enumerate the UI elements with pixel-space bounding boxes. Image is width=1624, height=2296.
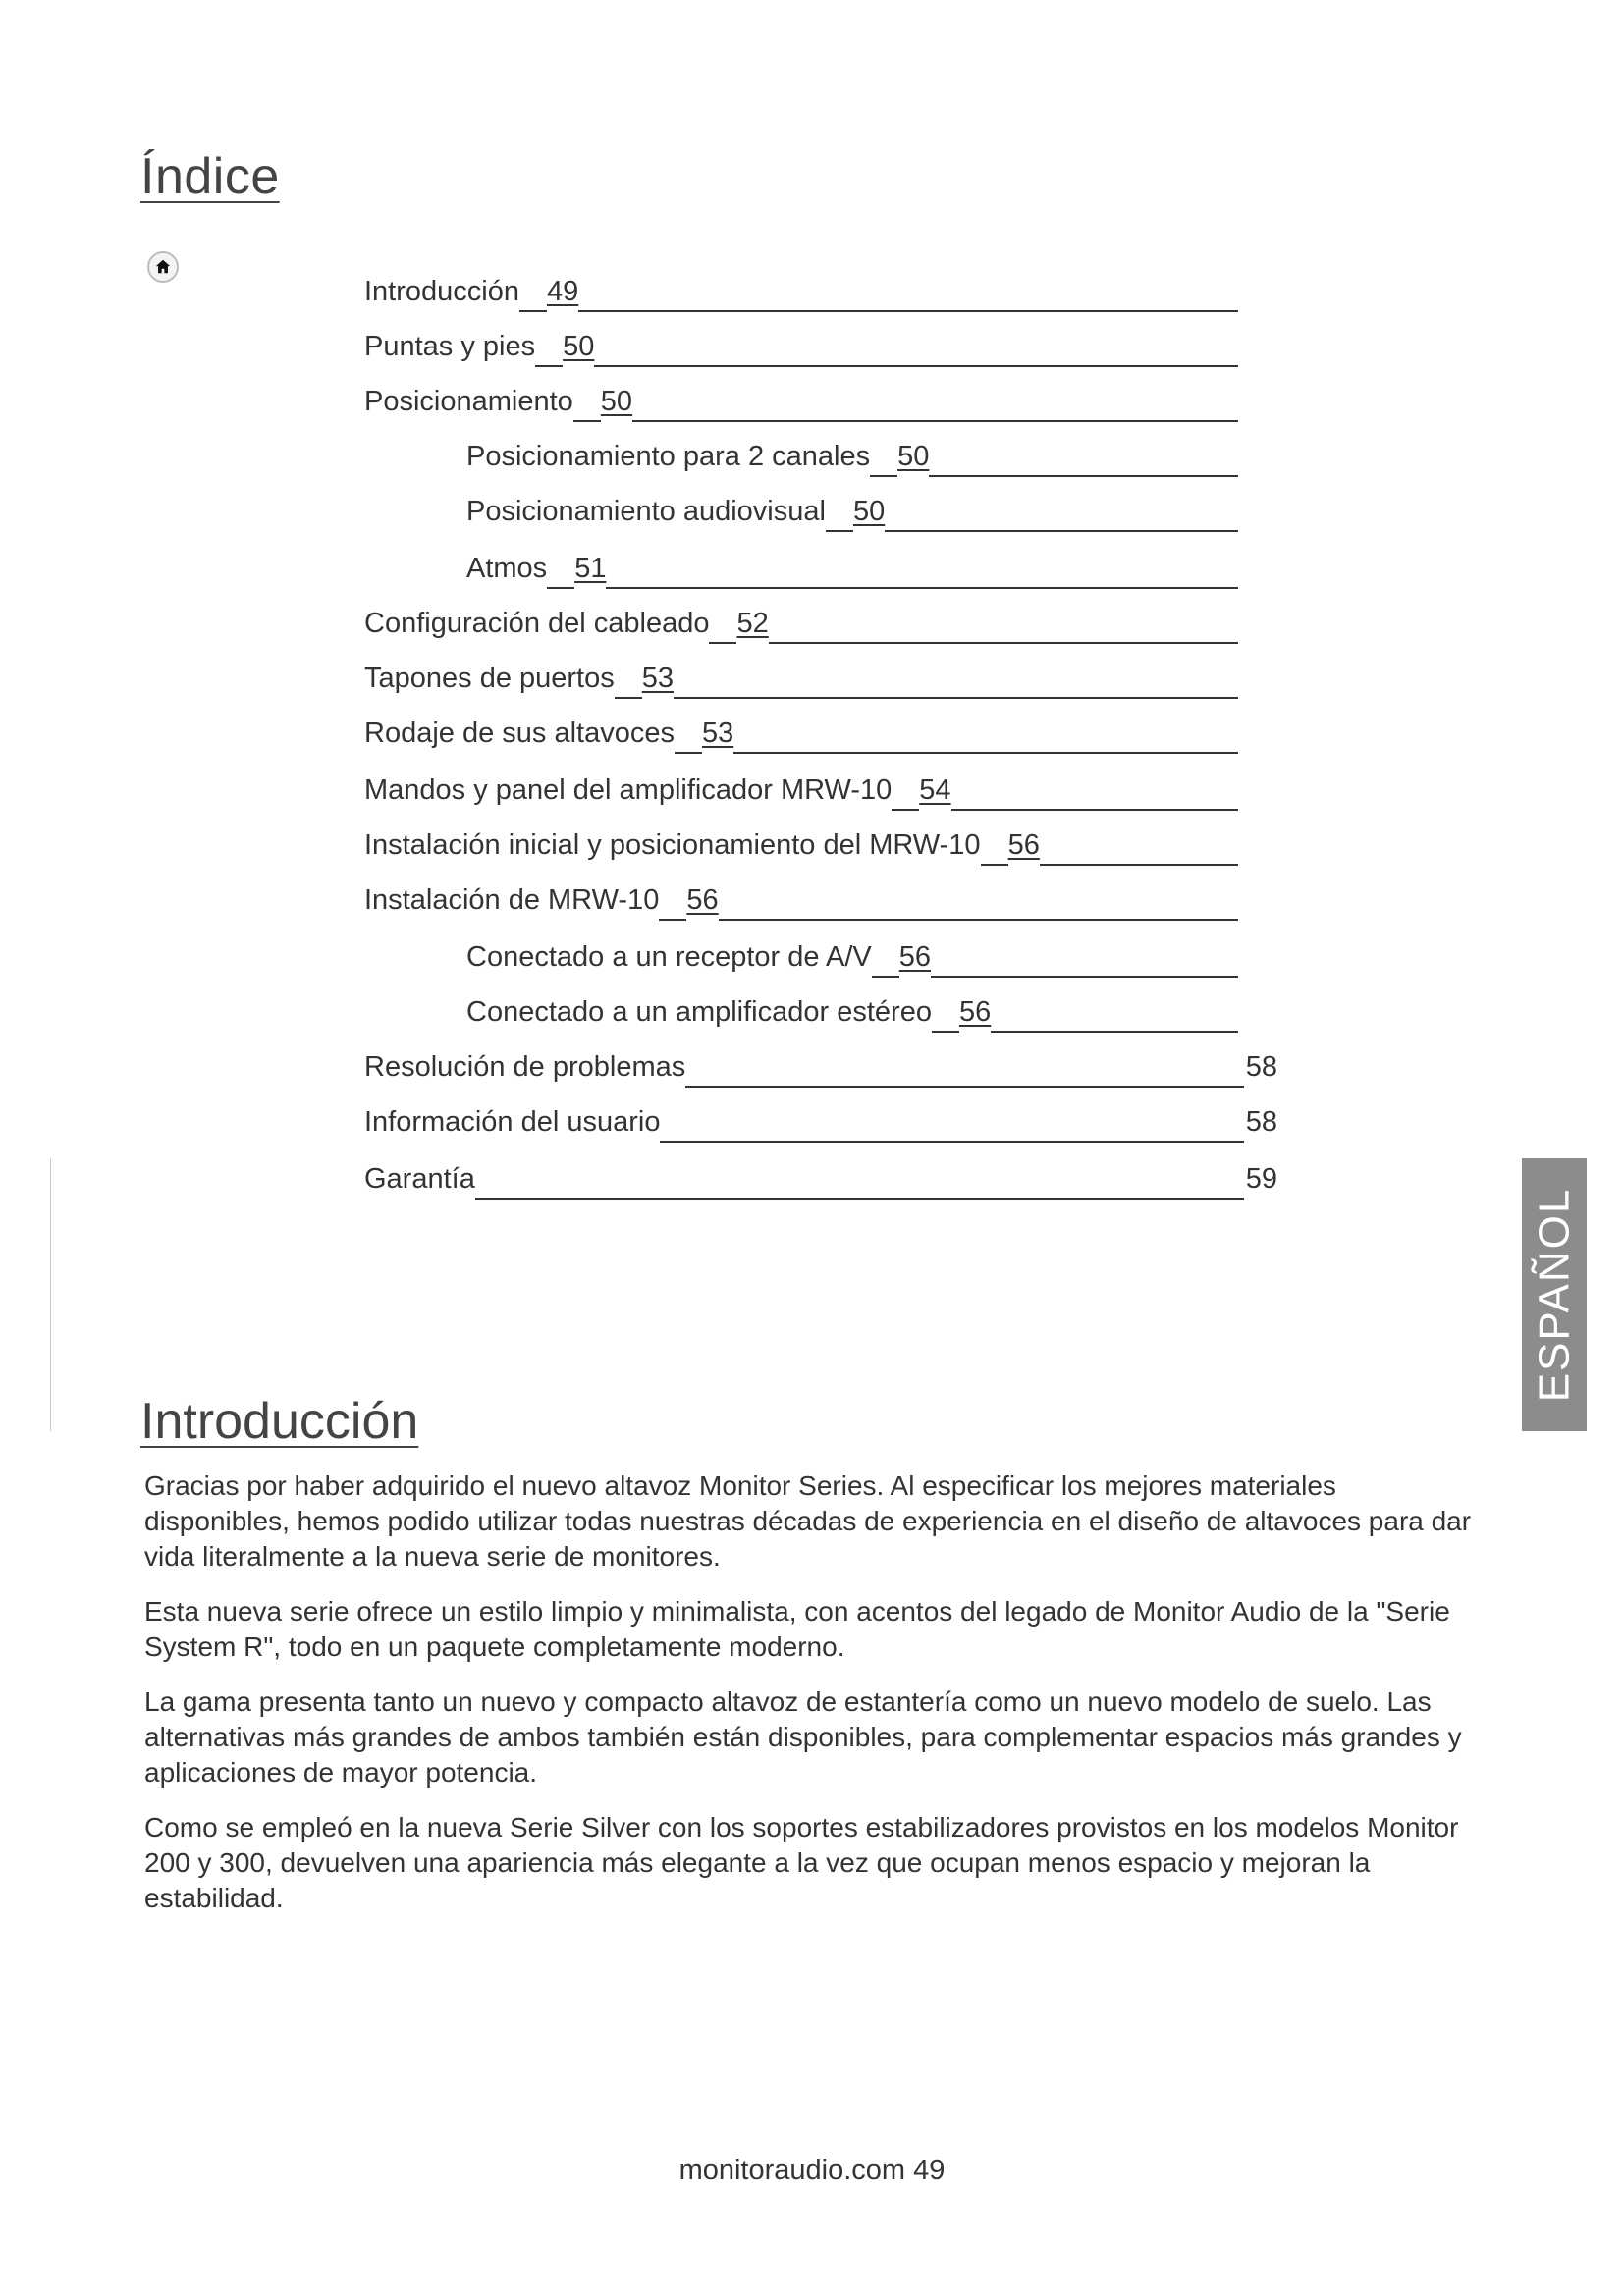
intro-body (144, 1468, 1480, 1936)
toc-entry-title: Instalación de MRW-10 (364, 884, 660, 916)
toc-entry-resolucion-problemas[interactable] (364, 1046, 1277, 1082)
toc-entry-instalacion-mrw10[interactable] (364, 880, 1238, 915)
toc-entry-conectado-receptor-av[interactable] (466, 936, 1238, 972)
toc-entry-atmos[interactable] (466, 548, 1238, 583)
toc-entry-page: 56 (872, 943, 931, 972)
toc-entry-title: Instalación inicial y posicionamiento del MRW-10 (364, 829, 981, 861)
toc-entry-page: 53 (615, 665, 674, 693)
toc-leader-line (733, 752, 1238, 754)
toc-leader-line (632, 420, 1238, 422)
toc-leader-line (660, 1141, 1243, 1143)
toc-entry-posicionamiento-2-canales[interactable] (466, 436, 1238, 471)
toc-entry-posicionamiento[interactable] (364, 381, 1238, 416)
toc-entry-page: 50 (826, 498, 885, 526)
intro-paragraph: Esta nueva serie ofrece un estilo limpio y minimalista, con acentos del legado de Monitor Audio de la "Serie System R", todo en un paquete completamente moderno. (144, 1596, 1450, 1662)
toc-entry-conectado-amplificador-estereo[interactable] (466, 991, 1238, 1027)
toc-leader-line (885, 530, 1238, 532)
toc-entry-introduccion[interactable] (364, 271, 1238, 306)
toc-leader-line (594, 365, 1238, 367)
toc-leader-line (1040, 864, 1238, 866)
toc-entry-tapones-de-puertos[interactable] (364, 658, 1238, 693)
toc-entry-informacion-usuario[interactable] (364, 1101, 1277, 1137)
intro-paragraph: Gracias por haber adquirido el nuevo altavoz Monitor Series. Al especificar los mejores materiales disponibles, hemos podido utilizar todas nuestras décadas de experiencia en el diseño de altavoces para dar vida literalmente a la nueva serie de monitores. (144, 1470, 1472, 1572)
toc-entry-page: 58 (1245, 1106, 1277, 1138)
toc-entry-puntas-y-pies[interactable] (364, 326, 1238, 361)
toc-entry-title: Información del usuario (364, 1106, 661, 1138)
toc-entry-configuracion-cableado[interactable] (364, 603, 1238, 638)
toc-entry-title: Conectado a un receptor de A/V (466, 941, 872, 973)
toc-entry-page: 56 (659, 886, 718, 915)
toc-entry-title: Posicionamiento (364, 386, 573, 417)
toc-leader-line (606, 587, 1238, 589)
toc-entry-title: Conectado a un amplificador estéreo (466, 996, 932, 1028)
toc-entry-rodaje-altavoces[interactable] (364, 713, 1238, 748)
page-footer: monitoraudio.com 49 (678, 2155, 946, 2186)
section-title-introduccion: Introducción (140, 1393, 419, 1450)
toc-entry-title: Garantía (364, 1163, 475, 1195)
toc-entry-page: 58 (1245, 1051, 1277, 1083)
toc-leader-line (578, 310, 1238, 312)
toc-leader-line (931, 976, 1238, 978)
toc-leader-line (951, 809, 1238, 811)
toc-entry-title: Puntas y pies (364, 331, 536, 362)
toc-leader-line (929, 475, 1238, 477)
toc-entry-instalacion-inicial-mrw10[interactable] (364, 825, 1238, 860)
toc-entry-garantia[interactable] (364, 1158, 1277, 1194)
language-tab-label: ESPAÑOL (1530, 1187, 1579, 1403)
toc-entry-page: 56 (932, 998, 991, 1027)
toc-entry-page: 59 (1245, 1163, 1277, 1195)
toc-entry-title: Configuración del cableado (364, 608, 710, 639)
toc-entry-page: 51 (547, 555, 606, 583)
toc-entry-page: 50 (870, 443, 929, 471)
toc-entry-mandos-panel-mrw10[interactable] (364, 770, 1238, 805)
toc-entry-title: Mandos y panel del amplificador MRW-10 (364, 774, 893, 806)
toc-entry-page: 50 (535, 333, 594, 361)
toc-leader-line (769, 642, 1238, 644)
intro-paragraph: La gama presenta tanto un nuevo y compacto altavoz de estantería como un nuevo modelo de suelo. Las alternativas más grandes de ambos también están disponibles, para complementar espacios más grandes y aplicaciones de mayor potencia. (144, 1686, 1462, 1788)
toc-leader-line (685, 1086, 1243, 1088)
toc-entry-page: 53 (675, 720, 733, 748)
toc-entry-title: Tapones de puertos (364, 663, 615, 694)
intro-paragraph: Como se empleó en la nueva Serie Silver con los soportes estabilizadores provistos en los modelos Monitor 200 y 300, devuelven una apariencia más elegante a la vez que ocupan menos espacio y mejoran la estabilidad. (144, 1812, 1459, 1913)
toc-entry-page: 54 (892, 776, 950, 805)
toc-entry-posicionamiento-audiovisual[interactable] (466, 491, 1238, 526)
toc-entry-page: 52 (709, 610, 768, 638)
margin-divider (50, 1158, 51, 1431)
toc-entry-title: Atmos (466, 553, 548, 584)
toc-leader-line (991, 1031, 1238, 1033)
toc-entry-page: 49 (519, 278, 578, 306)
language-tab (1522, 1158, 1587, 1431)
toc-entry-title: Posicionamiento para 2 canales (466, 441, 871, 472)
toc-leader-line (719, 919, 1238, 921)
toc-entry-page: 50 (573, 388, 632, 416)
toc-entry-title: Rodaje de sus altavoces (364, 718, 675, 749)
toc-entry-page: 56 (981, 831, 1040, 860)
toc-entry-title: Introducción (364, 276, 519, 307)
toc-leader-line (674, 697, 1238, 699)
toc-entry-title: Posicionamiento audiovisual (466, 496, 826, 527)
toc-entry-title: Resolución de problemas (364, 1051, 686, 1083)
page-title: Índice (140, 148, 280, 205)
toc-leader-line (475, 1198, 1244, 1200)
